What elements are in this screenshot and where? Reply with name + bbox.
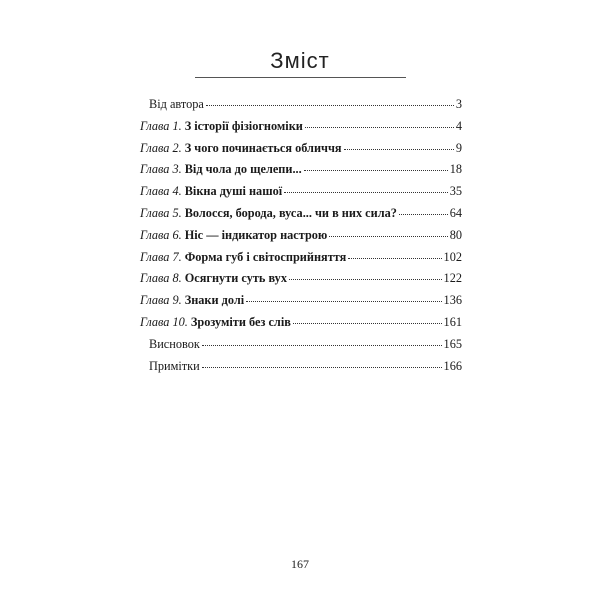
toc-entry (140, 271, 462, 293)
toc-entry-title: Ніс — індикатор настрою (184, 227, 328, 242)
dot-leader (329, 236, 447, 237)
dot-leader (399, 214, 448, 215)
dot-leader (206, 105, 454, 106)
toc-chapter-number: Глава 5. (140, 205, 182, 220)
toc-chapter-number: Глава 8. (140, 271, 182, 286)
dot-leader (304, 170, 448, 171)
toc-page-number: 64 (449, 205, 462, 220)
page-number-footer: 167 (291, 557, 309, 571)
toc-entry-title: Вікна душі нашої (184, 184, 283, 199)
toc-page-number: 18 (449, 162, 462, 177)
title-underline (195, 77, 406, 78)
toc-chapter-number: Глава 1. (140, 118, 182, 133)
toc-entry-title: Висновок (149, 336, 200, 351)
toc-entry-title: Зрозуміти без слів (190, 314, 291, 329)
toc-chapter-number: Глава 6. (140, 227, 182, 242)
toc-page-number: 80 (449, 227, 462, 242)
toc-page-number: 165 (443, 336, 462, 351)
toc-entry (140, 119, 462, 141)
dot-leader (305, 127, 454, 128)
dot-leader (289, 279, 442, 280)
toc-page-number: 35 (449, 184, 462, 199)
toc-entry-title: З чого починається обличчя (184, 140, 342, 155)
table-of-contents (140, 97, 462, 380)
dot-leader (284, 192, 448, 193)
toc-page-number: 9 (455, 140, 462, 155)
dot-leader (246, 301, 441, 302)
toc-page-number: 3 (455, 97, 462, 111)
toc-page-number: 166 (443, 358, 462, 373)
toc-entry-title: Знаки долі (184, 293, 245, 308)
toc-entry-title: Форма губ і світосприйняття (184, 249, 347, 264)
toc-entry (140, 293, 462, 315)
toc-page-number: 136 (443, 293, 462, 308)
page-title: Зміст (270, 48, 330, 73)
toc-entry (140, 184, 462, 206)
toc-entry (140, 206, 462, 228)
dot-leader (202, 345, 442, 346)
toc-entry (140, 228, 462, 250)
toc-chapter-number: Глава 7. (140, 249, 182, 264)
toc-entry (140, 250, 462, 272)
toc-chapter-number: Глава 9. (140, 293, 182, 308)
dot-leader (202, 367, 442, 368)
toc-page-number: 161 (443, 314, 462, 329)
toc-chapter-number: Глава 2. (140, 140, 182, 155)
toc-entry (140, 359, 462, 381)
toc-entry-title: Волосся, борода, вуса... чи в них сила? (184, 205, 397, 220)
toc-entry (140, 337, 462, 359)
dot-leader (348, 258, 441, 259)
toc-entry (140, 97, 462, 119)
toc-entry (140, 141, 462, 163)
toc-page-number: 122 (443, 271, 462, 286)
toc-entry (140, 162, 462, 184)
toc-entry-title: Від чола до щелепи... (184, 162, 302, 177)
toc-chapter-number: Глава 3. (140, 162, 182, 177)
toc-entry-title: Осягнути суть вух (184, 271, 287, 286)
toc-page-number: 4 (455, 118, 462, 133)
toc-entry (140, 315, 462, 337)
toc-chapter-number: Глава 10. (140, 314, 188, 329)
toc-entry-title: Примітки (149, 358, 200, 373)
dot-leader (293, 323, 442, 324)
toc-chapter-number: Глава 4. (140, 184, 182, 199)
dot-leader (344, 149, 454, 150)
toc-entry-title: З історії фізіогноміки (184, 118, 303, 133)
toc-entry-title: Від автора (149, 97, 204, 111)
toc-page-number: 102 (443, 249, 462, 264)
